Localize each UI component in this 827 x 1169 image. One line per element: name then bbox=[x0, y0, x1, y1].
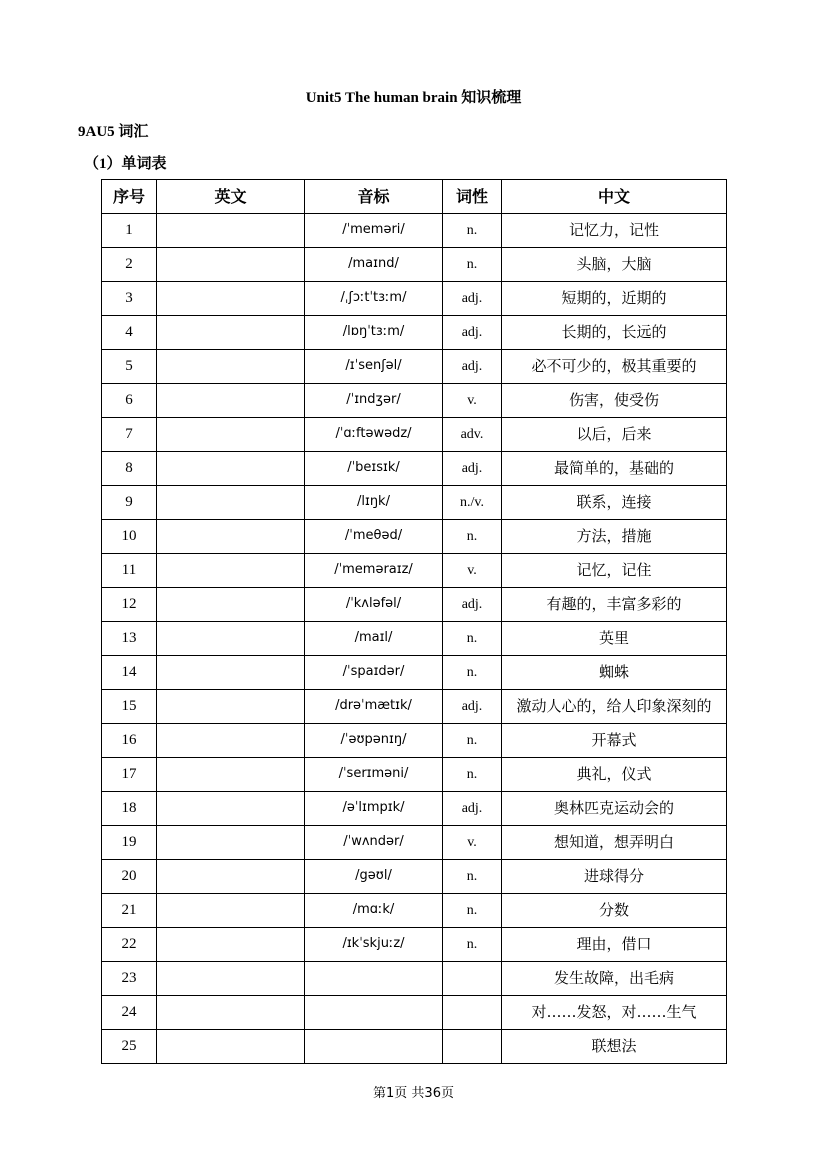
cell-english bbox=[157, 316, 305, 350]
cell-english bbox=[157, 724, 305, 758]
cell-number: 17 bbox=[102, 758, 157, 792]
cell-phonetic bbox=[305, 962, 443, 996]
cell-part-of-speech: n. bbox=[443, 248, 502, 282]
cell-chinese: 想知道，想弄明白 bbox=[502, 826, 727, 860]
cell-part-of-speech: adj. bbox=[443, 792, 502, 826]
cell-chinese: 对……发怒，对……生气 bbox=[502, 996, 727, 1030]
cell-chinese: 以后，后来 bbox=[502, 418, 727, 452]
cell-chinese: 记忆，记住 bbox=[502, 554, 727, 588]
cell-chinese: 分数 bbox=[502, 894, 727, 928]
table-row bbox=[102, 248, 727, 282]
cell-number: 8 bbox=[102, 452, 157, 486]
cell-part-of-speech: adj. bbox=[443, 350, 502, 384]
cell-phonetic: /maɪl/ bbox=[305, 622, 443, 656]
cell-part-of-speech: n. bbox=[443, 860, 502, 894]
cell-phonetic bbox=[305, 996, 443, 1030]
cell-english bbox=[157, 860, 305, 894]
cell-number: 23 bbox=[102, 962, 157, 996]
cell-phonetic: /gəʊl/ bbox=[305, 860, 443, 894]
cell-phonetic: /ɪˈsenʃəl/ bbox=[305, 350, 443, 384]
table-row bbox=[102, 316, 727, 350]
cell-chinese: 方法，措施 bbox=[502, 520, 727, 554]
cell-number: 3 bbox=[102, 282, 157, 316]
cell-chinese: 激动人心的，给人印象深刻的 bbox=[502, 690, 727, 724]
cell-chinese: 记忆力，记性 bbox=[502, 214, 727, 248]
cell-number: 12 bbox=[102, 588, 157, 622]
cell-number: 14 bbox=[102, 656, 157, 690]
cell-phonetic: /ˈmeməri/ bbox=[305, 214, 443, 248]
cell-english bbox=[157, 792, 305, 826]
table-row bbox=[102, 656, 727, 690]
table-row bbox=[102, 520, 727, 554]
vocabulary-table bbox=[101, 179, 727, 1064]
table-row bbox=[102, 384, 727, 418]
cell-part-of-speech: n. bbox=[443, 724, 502, 758]
cell-number: 1 bbox=[102, 214, 157, 248]
cell-english bbox=[157, 894, 305, 928]
cell-number: 6 bbox=[102, 384, 157, 418]
cell-chinese: 发生故障，出毛病 bbox=[502, 962, 727, 996]
table-row bbox=[102, 282, 727, 316]
header-chinese: 中文 bbox=[502, 180, 727, 214]
cell-number: 20 bbox=[102, 860, 157, 894]
cell-number: 16 bbox=[102, 724, 157, 758]
cell-phonetic: /mɑːk/ bbox=[305, 894, 443, 928]
cell-phonetic: /əˈlɪmpɪk/ bbox=[305, 792, 443, 826]
table-row bbox=[102, 996, 727, 1030]
cell-part-of-speech: v. bbox=[443, 384, 502, 418]
cell-phonetic: /ˈbeɪsɪk/ bbox=[305, 452, 443, 486]
cell-chinese: 奥林匹克运动会的 bbox=[502, 792, 727, 826]
cell-phonetic: /lɪŋk/ bbox=[305, 486, 443, 520]
cell-english bbox=[157, 520, 305, 554]
cell-english bbox=[157, 996, 305, 1030]
cell-number: 4 bbox=[102, 316, 157, 350]
subsection-heading: （1）单词表 bbox=[84, 156, 167, 172]
cell-part-of-speech bbox=[443, 996, 502, 1030]
cell-number: 10 bbox=[102, 520, 157, 554]
table-row bbox=[102, 826, 727, 860]
cell-phonetic: /ˈɑːftəwədz/ bbox=[305, 418, 443, 452]
table-row bbox=[102, 894, 727, 928]
cell-chinese: 联系，连接 bbox=[502, 486, 727, 520]
cell-number: 7 bbox=[102, 418, 157, 452]
cell-english bbox=[157, 554, 305, 588]
cell-chinese: 开幕式 bbox=[502, 724, 727, 758]
cell-number: 24 bbox=[102, 996, 157, 1030]
table-row bbox=[102, 690, 727, 724]
cell-chinese: 有趣的，丰富多彩的 bbox=[502, 588, 727, 622]
cell-part-of-speech: adj. bbox=[443, 690, 502, 724]
table-row bbox=[102, 452, 727, 486]
cell-part-of-speech: n. bbox=[443, 894, 502, 928]
cell-number: 5 bbox=[102, 350, 157, 384]
cell-part-of-speech: adj. bbox=[443, 452, 502, 486]
cell-number: 2 bbox=[102, 248, 157, 282]
cell-english bbox=[157, 758, 305, 792]
cell-phonetic: /maɪnd/ bbox=[305, 248, 443, 282]
cell-number: 25 bbox=[102, 1030, 157, 1064]
cell-phonetic: /drəˈmætɪk/ bbox=[305, 690, 443, 724]
cell-number: 22 bbox=[102, 928, 157, 962]
cell-chinese: 英里 bbox=[502, 622, 727, 656]
table-row bbox=[102, 554, 727, 588]
cell-number: 13 bbox=[102, 622, 157, 656]
cell-chinese: 蜘蛛 bbox=[502, 656, 727, 690]
cell-phonetic: /ˈwʌndər/ bbox=[305, 826, 443, 860]
cell-english bbox=[157, 418, 305, 452]
cell-phonetic: /lɒŋˈtɜːm/ bbox=[305, 316, 443, 350]
cell-english bbox=[157, 826, 305, 860]
table-row bbox=[102, 928, 727, 962]
cell-english bbox=[157, 690, 305, 724]
cell-part-of-speech: adj. bbox=[443, 316, 502, 350]
cell-number: 19 bbox=[102, 826, 157, 860]
cell-number: 11 bbox=[102, 554, 157, 588]
cell-chinese: 头脑，大脑 bbox=[502, 248, 727, 282]
cell-number: 9 bbox=[102, 486, 157, 520]
table-row bbox=[102, 860, 727, 894]
table-header-row bbox=[102, 180, 727, 214]
cell-number: 18 bbox=[102, 792, 157, 826]
table-row bbox=[102, 214, 727, 248]
cell-chinese: 必不可少的，极其重要的 bbox=[502, 350, 727, 384]
cell-english bbox=[157, 962, 305, 996]
cell-english bbox=[157, 350, 305, 384]
cell-part-of-speech bbox=[443, 1030, 502, 1064]
cell-phonetic: /ˈmeməraɪz/ bbox=[305, 554, 443, 588]
cell-part-of-speech: n./v. bbox=[443, 486, 502, 520]
table-row bbox=[102, 962, 727, 996]
cell-chinese: 典礼，仪式 bbox=[502, 758, 727, 792]
cell-english bbox=[157, 452, 305, 486]
cell-phonetic bbox=[305, 1030, 443, 1064]
cell-phonetic: /ˈmeθəd/ bbox=[305, 520, 443, 554]
cell-part-of-speech: n. bbox=[443, 214, 502, 248]
table-row bbox=[102, 588, 727, 622]
table-row bbox=[102, 622, 727, 656]
cell-chinese: 伤害，使受伤 bbox=[502, 384, 727, 418]
cell-phonetic: /ˈkʌləfəl/ bbox=[305, 588, 443, 622]
cell-part-of-speech: n. bbox=[443, 758, 502, 792]
cell-part-of-speech: n. bbox=[443, 928, 502, 962]
table-row bbox=[102, 418, 727, 452]
cell-phonetic: /ˈəʊpənɪŋ/ bbox=[305, 724, 443, 758]
cell-chinese: 短期的，近期的 bbox=[502, 282, 727, 316]
table-row bbox=[102, 724, 727, 758]
cell-english bbox=[157, 622, 305, 656]
cell-part-of-speech: adj. bbox=[443, 588, 502, 622]
document-title: Unit5 The human brain 知识梳理 bbox=[305, 90, 522, 106]
page-footer: 第1页 共36页 bbox=[373, 1086, 454, 1101]
table-row bbox=[102, 486, 727, 520]
cell-part-of-speech bbox=[443, 962, 502, 996]
cell-phonetic: /ˈspaɪdər/ bbox=[305, 656, 443, 690]
cell-number: 15 bbox=[102, 690, 157, 724]
table-row bbox=[102, 1030, 727, 1064]
header-number: 序号 bbox=[102, 180, 157, 214]
cell-english bbox=[157, 1030, 305, 1064]
cell-chinese: 理由，借口 bbox=[502, 928, 727, 962]
header-english: 英文 bbox=[157, 180, 305, 214]
cell-phonetic: /ˈserɪməni/ bbox=[305, 758, 443, 792]
section-heading: 9AU5 词汇 bbox=[78, 124, 149, 140]
cell-chinese: 进球得分 bbox=[502, 860, 727, 894]
cell-english bbox=[157, 248, 305, 282]
cell-number: 21 bbox=[102, 894, 157, 928]
cell-part-of-speech: adv. bbox=[443, 418, 502, 452]
cell-english bbox=[157, 656, 305, 690]
cell-english bbox=[157, 928, 305, 962]
cell-phonetic: /ˈɪndʒər/ bbox=[305, 384, 443, 418]
cell-chinese: 最简单的，基础的 bbox=[502, 452, 727, 486]
table-row bbox=[102, 758, 727, 792]
cell-chinese: 联想法 bbox=[502, 1030, 727, 1064]
cell-phonetic: /ˌʃɔːtˈtɜːm/ bbox=[305, 282, 443, 316]
table-row bbox=[102, 350, 727, 384]
cell-part-of-speech: n. bbox=[443, 622, 502, 656]
table-row bbox=[102, 792, 727, 826]
cell-part-of-speech: adj. bbox=[443, 282, 502, 316]
cell-phonetic: /ɪkˈskjuːz/ bbox=[305, 928, 443, 962]
cell-english bbox=[157, 486, 305, 520]
cell-english bbox=[157, 384, 305, 418]
header-phonetic: 音标 bbox=[305, 180, 443, 214]
cell-part-of-speech: v. bbox=[443, 554, 502, 588]
cell-english bbox=[157, 214, 305, 248]
cell-part-of-speech: n. bbox=[443, 656, 502, 690]
cell-chinese: 长期的，长远的 bbox=[502, 316, 727, 350]
vocabulary-table-body bbox=[102, 214, 727, 1064]
header-part-of-speech: 词性 bbox=[443, 180, 502, 214]
cell-part-of-speech: v. bbox=[443, 826, 502, 860]
cell-part-of-speech: n. bbox=[443, 520, 502, 554]
cell-english bbox=[157, 588, 305, 622]
cell-english bbox=[157, 282, 305, 316]
